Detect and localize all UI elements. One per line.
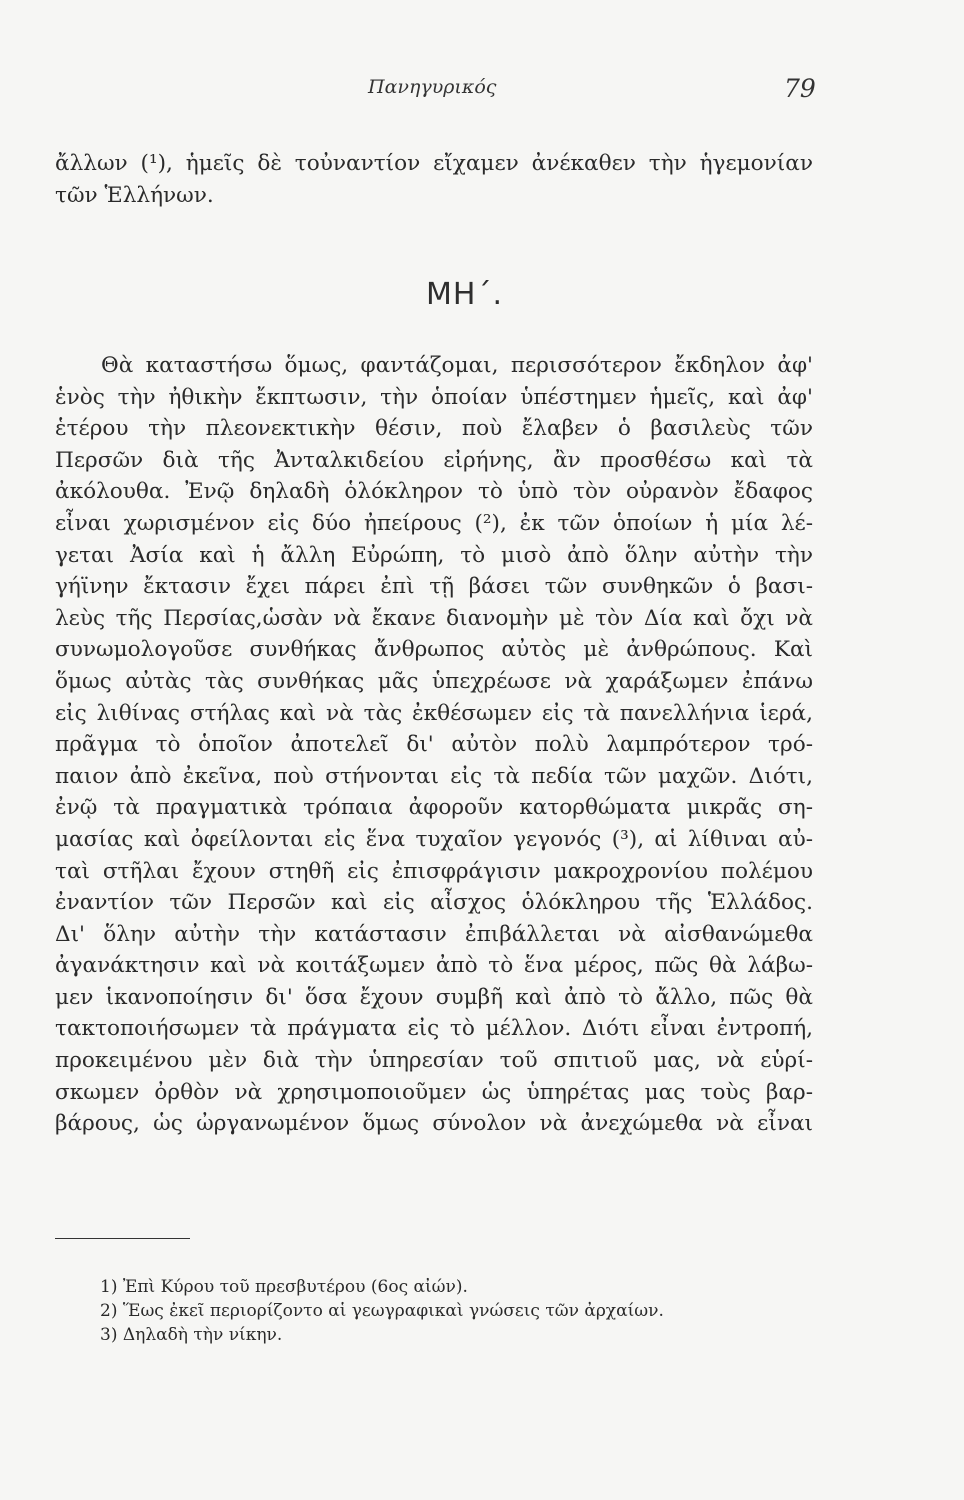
chapter-paragraph xyxy=(55,350,813,1140)
text-line: γεται Ἀσία καὶ ἡ ἄλλη Εὐρώπη, τὸ μισὸ ἀπὸ ὅλην αὐτὴν τὴν xyxy=(55,542,813,568)
text-line: μασίας καὶ ὀφείλονται εἰς ἕνα τυχαῖον γεγονός (³), αἱ λίθιναι αὐ- xyxy=(55,826,813,852)
text-line: συνωμολογοῦσε συνθήκας ἄνθρωπος αὐτὸς μὲ ἀνθρώπους. Καὶ xyxy=(55,637,813,663)
text-line: ὅμως αὐτὰς τὰς συνθήκας μᾶς ὑπεχρέωσε νὰ χαράξωμεν ἐπάνω xyxy=(55,668,813,694)
text-line: ἄλλων (¹), ἡμεῖς δὲ τοὐναντίον εἴχαμεν ἀνέκαθεν τὴν ἡγεμονίαν xyxy=(55,151,813,176)
text-line: παιον ἀπὸ ἐκεῖνα, ποὺ στήνονται εἰς τὰ πεδία τῶν μαχῶν. Διότι, xyxy=(55,763,813,789)
text-line: ἀκόλουθα. Ἐνῷ δηλαδὴ ὁλόκληρον τὸ ὑπὸ τὸν οὐρανὸν ἔδαφος xyxy=(55,479,813,505)
text-line: εἶναι χωρισμένον εἰς δύο ἠπείρους (²), ἐκ τῶν ὁποίων ἡ μία λέ- xyxy=(55,510,813,536)
text-line: Θὰ καταστήσω ὅμως, φαντάζομαι, περισσότερον ἔκδηλον ἀφ' xyxy=(101,353,813,378)
footnote: 2) Ἕως ἐκεῖ περιορίζοντο αἱ γεωγραφικαὶ γνώσεις τῶν ἀρχαίων. xyxy=(100,1301,664,1321)
text-line: πρᾶγμα τὸ ὁποῖον ἀποτελεῖ δι' αὐτὸν πολὺ λαμπρότερον τρό- xyxy=(55,732,813,758)
text-line: προκειμένου μὲν διὰ τὴν ὑπηρεσίαν τοῦ σπιτιοῦ μας, νὰ εὑρί- xyxy=(55,1048,813,1074)
text-line: ταὶ στῆλαι ἔχουν στηθῆ εἰς ἐπισφράγισιν μακροχρονίου πολέμου xyxy=(55,858,813,884)
running-title: Πανηγυρικός xyxy=(368,76,497,98)
text-line: λεὺς τῆς Περσίας,ὡσὰν νὰ ἔκανε διανομὴν μὲ τὸν Δία καὶ ὄχι νὰ xyxy=(55,605,813,631)
text-line: σκωμεν ὀρθὸν νὰ χρησιμοποιοῦμεν ὡς ὑπηρέτας μας τοὺς βαρ- xyxy=(55,1079,813,1105)
text-line: τῶν Ἑλλήνων. xyxy=(55,182,214,208)
text-line: εἰς λιθίνας στήλας καὶ νὰ τὰς ἐκθέσωμεν εἰς τὰ πανελλήνια ἱερά, xyxy=(55,700,813,726)
text-line: Περσῶν διὰ τῆς Ἀνταλκιδείου εἰρήνης, ἂν προσθέσω καὶ τὰ xyxy=(55,447,813,473)
chapter-heading: ΜΗ΄. xyxy=(426,277,503,312)
footnote-divider xyxy=(55,1238,190,1239)
footnotes xyxy=(100,1275,664,1347)
text-line: ἐνῷ τὰ πραγματικὰ τρόπαια ἀφοροῦν κατορθώματα μικρᾶς ση- xyxy=(55,795,813,821)
text-line: ἑνὸς τὴν ἠθικὴν ἔκπτωσιν, τὴν ὁποίαν ὑπέστημεν ἡμεῖς, καὶ ἀφ' xyxy=(55,384,813,410)
text-line: ἐναντίον τῶν Περσῶν καὶ εἰς αἶσχος ὁλόκληρου τῆς Ἑλλάδος. xyxy=(55,890,813,916)
footnote: 3) Δηλαδὴ τὴν νίκην. xyxy=(100,1325,283,1345)
text-line: Δι' ὅλην αὐτὴν τὴν κατάστασιν ἐπιβάλλεται νὰ αἰσθανώμεθα xyxy=(55,921,813,947)
text-line: τακτοποιήσωμεν τὰ πράγματα εἰς τὸ μέλλον. Διότι εἶναι ἐντροπή, xyxy=(55,1016,813,1042)
text-line: γήϊνην ἔκτασιν ἔχει πάρει ἐπὶ τῇ βάσει τῶν συνθηκῶν ὁ βασι- xyxy=(55,574,813,600)
text-line: μεν ἱκανοποίησιν δι' ὅσα ἔχουν συμβῆ καὶ ἀπὸ τὸ ἄλλο, πῶς θὰ xyxy=(55,984,813,1010)
text-line: ἀγανάκτησιν καὶ νὰ κοιτάξωμεν ἀπὸ τὸ ἕνα μέρος, πῶς θὰ λάβω- xyxy=(55,953,813,979)
page-number: 79 xyxy=(784,74,816,103)
footnote: 1) Ἐπὶ Κύρου τοῦ πρεσβυτέρου (6ος αἰών). xyxy=(100,1277,468,1297)
text-line: ἑτέρου τὴν πλεονεκτικὴν θέσιν, ποὺ ἔλαβεν ὁ βασιλεὺς τῶν xyxy=(55,416,813,442)
text-line: βάρους, ὡς ὠργανωμένον ὅμως σύνολον νὰ ἀνεχώμεθα νὰ εἶναι xyxy=(55,1111,813,1137)
continuation-paragraph xyxy=(55,148,813,211)
